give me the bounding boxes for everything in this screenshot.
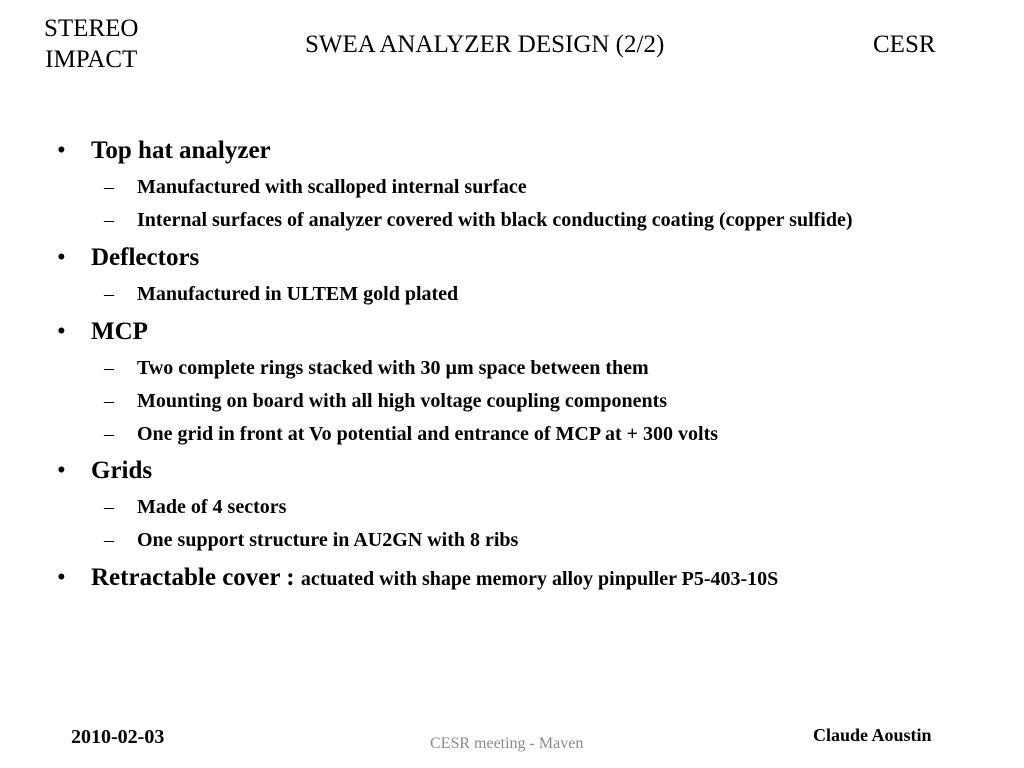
- bullet-item: [57, 317, 148, 347]
- footer-date: 2010-02-03: [71, 726, 165, 748]
- sub-item-text: One grid in front at Vo potential and entrance of MCP at + 300 volts: [137, 423, 719, 445]
- sub-item-text: Manufactured with scalloped internal surface: [137, 176, 527, 198]
- sub-item-text: Internal surfaces of analyzer covered with black conducting coating (copper sulfide): [137, 209, 853, 231]
- dash-marker: –: [104, 496, 114, 518]
- footer-author: Claude Aoustin: [813, 725, 932, 745]
- header-left: [44, 13, 138, 75]
- footer-center: CESR meeting - Maven: [430, 735, 584, 752]
- bullet-label: Top hat analyzer: [91, 137, 271, 164]
- sub-item: [104, 208, 853, 232]
- dash-marker: –: [104, 283, 114, 305]
- dash-marker: –: [104, 176, 114, 198]
- sub-item: [104, 389, 668, 413]
- sub-item-text: Mounting on board with all high voltage coupling components: [137, 390, 668, 412]
- bullet-item: [57, 456, 153, 486]
- sub-item: [104, 528, 519, 552]
- dash-marker: –: [104, 390, 114, 412]
- bullet-item: [57, 243, 200, 273]
- bullet-item: [57, 136, 271, 166]
- sub-item: [104, 356, 649, 380]
- bullet-item: [57, 563, 779, 594]
- dash-marker: –: [104, 209, 114, 231]
- bullet-marker: •: [57, 457, 66, 484]
- sub-item-text: Two complete rings stacked with 30 µm space between them: [137, 357, 649, 379]
- sub-item-text: Manufactured in ULTEM gold plated: [137, 283, 459, 305]
- sub-item-text: One support structure in AU2GN with 8 ribs: [137, 529, 519, 551]
- dash-marker: –: [104, 357, 114, 379]
- bullet-marker: •: [57, 318, 66, 345]
- bullet-marker: •: [57, 244, 66, 271]
- bullet-label: MCP: [91, 318, 148, 345]
- dash-marker: –: [104, 529, 114, 551]
- bullet-suffix: actuated with shape memory alloy pinpuller P5-403-10S: [300, 568, 779, 590]
- bullet-label: Retractable cover :: [91, 564, 301, 591]
- sub-item: [104, 495, 287, 519]
- sub-item-text: Made of 4 sectors: [137, 496, 287, 518]
- header-right: CESR: [873, 31, 936, 58]
- sub-item: [104, 422, 719, 446]
- sub-item: [104, 175, 527, 199]
- dash-marker: –: [104, 423, 114, 445]
- sub-item: [104, 282, 459, 306]
- bullet-marker: •: [57, 564, 66, 591]
- header-left-line2: IMPACT: [45, 46, 138, 73]
- slide-title: SWEA ANALYZER DESIGN (2/2): [305, 31, 665, 58]
- bullet-marker: •: [57, 137, 66, 164]
- bullet-label: Grids: [91, 457, 153, 484]
- header-left-line1: STEREO: [44, 15, 139, 42]
- bullet-label: Deflectors: [91, 244, 200, 271]
